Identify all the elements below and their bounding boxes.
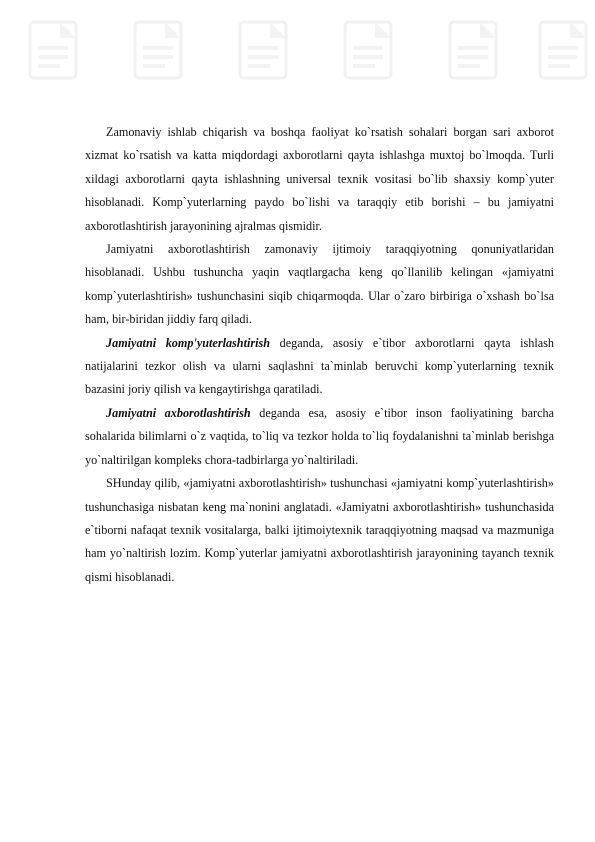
paragraph-3-text: deganda, asosiy e`tibor axborotlarni qayta ishlash natijalarini tezkor olish va ularni saqlashni ta`minlab beruvchi komp`yuterlarning texnik bazasini joriy qilish va kengaytirishga qaratiladi. (85, 335, 554, 397)
paragraph-1 (85, 121, 554, 238)
paragraph-1-text: Zamonaviy ishlab chiqarish va boshqa faoliyat ko`rsatish sohalari borgan sari axborot xizmat ko`rsatish va katta miqdordagi axborotlarni qayta ishlashga muxtoj bo`lmoqda. Turli xildagi axborotlarni qayta ishlashning universal texnik vositasi bo`lib shaxsiy komp`yuter hisoblanadi. Komp`yuterlarning paydo bo`lishi va taraqqiy etib borishi – bu jamiyatni axborotlashtirish jarayonining ajralmas qismidir. (85, 125, 554, 233)
paragraph-2-text: Jamiyatni axborotlashtirish zamonaviy ijtimoiy taraqqiyotning qonuniyatlaridan hisoblanadi. Ushbu tushuncha yaqin vaqtlargacha keng qo`llanilib kelingan «jamiyatni komp`yuterlashtirish» tushunchasini siqib chiqarmoqda. Ular o`zaro birbiriga o`xshash bo`lsa ham, bir-biridan jiddiy farq qiladi. (85, 242, 554, 327)
term-computerization: Jamiyatni komp'yuterlashtirish (106, 335, 270, 350)
paragraph-4-text: deganda esa, asosiy e`tibor inson faoliyatining barcha sohalarida bilimlarni o`z vaqtida, to`liq va tezkor holda to`liq foydalanishni ta`minlab berishga yo`naltirilgan kompleks chora-tadbirlarga yo`naltiriladi. (85, 405, 554, 467)
paragraph-5-text: SHunday qilib, «jamiyatni axborotlashtirish» tushunchasi «jamiyatni komp`yuterlashtirish» tushunchasiga nisbatan keng ma`nonini anglatadi. «Jamiyatni axborotlashtirish» tushunchasida e`tiborni nafaqat texnik vositalarga, balki ijtimoiytexnik taraqqiyotning maqsad va mazmuniga ham yo`naltirish lozim. Komp`yuterlar jamiyatni axborotlashtirish jarayonining tayanch texnik qismi hisoblanadi. (85, 476, 554, 584)
paragraph-2 (85, 238, 554, 332)
document-body (85, 121, 554, 589)
paragraph-5 (85, 472, 554, 589)
paragraph-4 (85, 402, 554, 472)
term-informatization: Jamiyatni axborotlashtirish (106, 405, 251, 420)
paragraph-3 (85, 332, 554, 402)
